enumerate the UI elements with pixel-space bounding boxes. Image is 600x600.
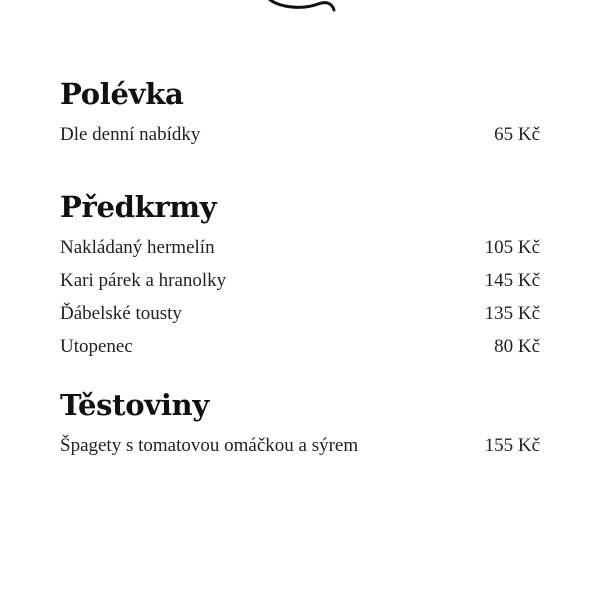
item-price: 135 Kč (484, 303, 540, 324)
item-price: 105 Kč (484, 237, 540, 258)
section-predkrmy (60, 189, 540, 363)
menu-item (60, 429, 540, 462)
section-testoviny (60, 387, 540, 462)
menu-item (60, 330, 540, 363)
item-price: 145 Kč (484, 270, 540, 291)
menu-items (60, 231, 540, 363)
item-name: Dle denní nabídky (60, 124, 201, 145)
item-price: 80 Kč (494, 336, 540, 357)
item-price: 155 Kč (484, 435, 540, 456)
item-name: Špagety s tomatovou omáčkou a sýrem (60, 435, 359, 456)
menu-item (60, 118, 540, 151)
section-title: Předkrmy (60, 190, 217, 224)
item-name: Ďábelské tousty (60, 303, 182, 324)
flourish-ornament-icon (262, 0, 338, 18)
menu-item (60, 264, 540, 297)
item-name: Kari párek a hranolky (60, 270, 227, 291)
menu-items (60, 429, 540, 462)
section-title: Polévka (60, 77, 184, 111)
menu-item (60, 297, 540, 330)
item-name: Utopenec (60, 336, 133, 357)
menu-items (60, 118, 540, 151)
section-title: Těstoviny (60, 388, 209, 422)
menu-item (60, 231, 540, 264)
section-polevka (60, 76, 540, 151)
item-name: Nakládaný hermelín (60, 237, 215, 258)
item-price: 65 Kč (494, 124, 540, 145)
